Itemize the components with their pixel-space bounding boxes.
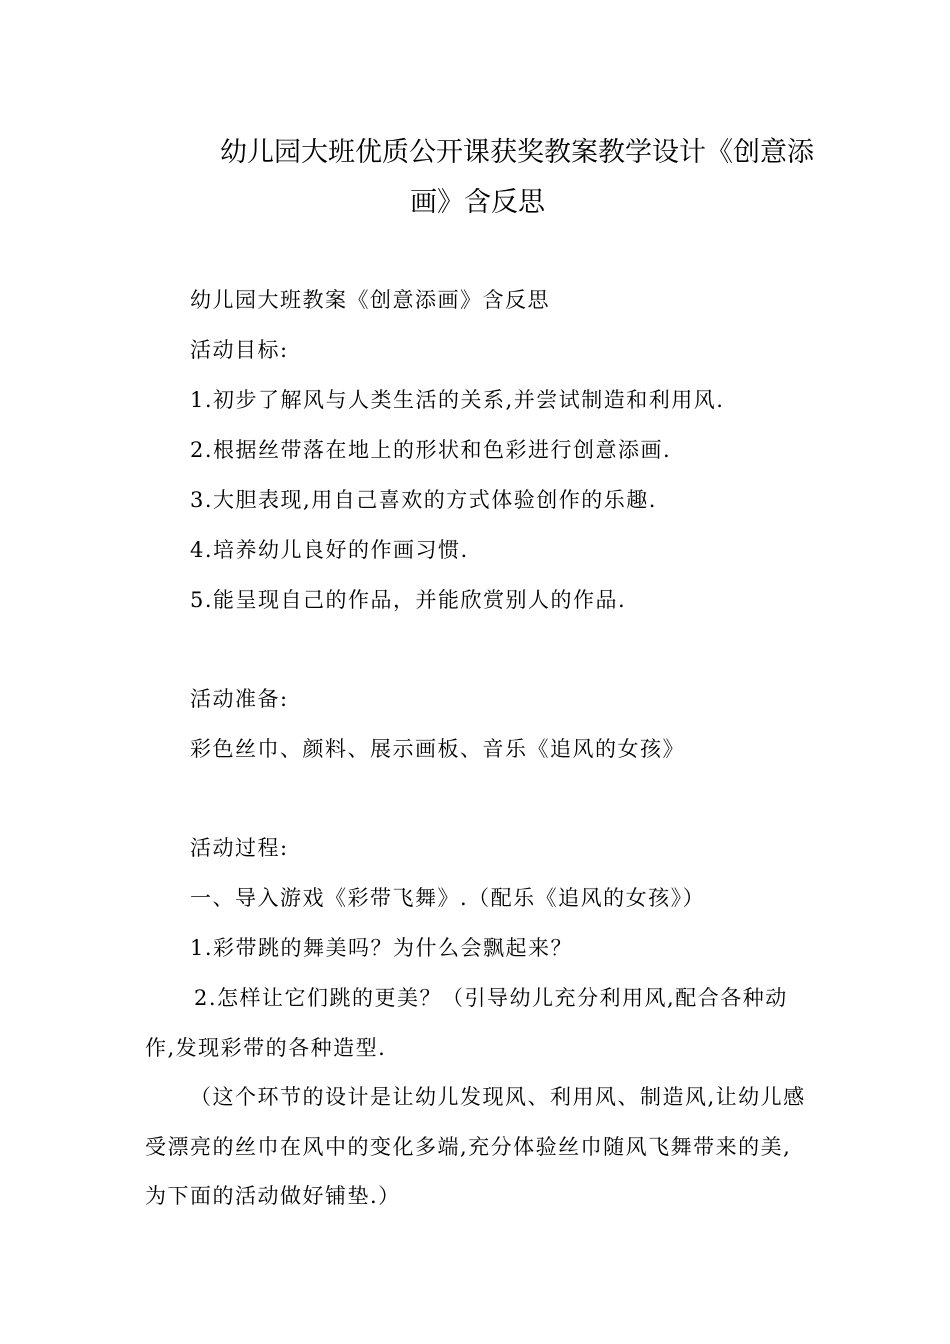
process-question-2-line-1: 2.怎样让它们跳的更美？（引导幼儿充分利用风,配合各种动 [194,986,788,1010]
goals-heading: 活动目标: [190,338,289,362]
process-heading: 活动过程: [190,836,289,860]
goal-item-1: 1.初步了解风与人类生活的关系,并尝试制造和利用风. [190,388,725,412]
process-note-line-3: 为下面的活动做好铺垫.） [145,1184,401,1208]
preparation-text: 彩色丝巾、颜料、展示画板、音乐《追风的女孩》 [190,737,685,761]
preparation-heading: 活动准备: [190,687,289,711]
process-note-line-2: 受漂亮的丝巾在风中的变化多端,充分体验丝巾随风飞舞带来的美, [145,1135,792,1159]
process-question-1: 1.彩带跳的舞美吗？为什么会飘起来？ [190,936,574,960]
goal-item-5: 5.能呈现自己的作品，并能欣赏别人的作品. [190,588,627,612]
process-section-1: 一、导入游戏《彩带飞舞》.（配乐《追风的女孩》） [190,886,706,910]
process-question-2-line-2: 作,发现彩带的各种造型. [145,1036,387,1060]
goal-item-3: 3.大胆表现,用自己喜欢的方式体验创作的乐趣. [190,488,657,512]
goal-item-4: 4.培养幼儿良好的作画习惯. [190,538,469,562]
subtitle: 幼儿园大班教案《创意添画》含反思 [190,288,550,312]
document-title-line-1: 幼儿园大班优质公开课获奖教案教学设计《创意添 [220,137,814,168]
document-title-line-2: 画》含反思 [410,187,545,218]
goal-item-2: 2.根据丝带落在地上的形状和色彩进行创意添画. [190,438,672,462]
process-note-line-1: （这个环节的设计是让幼儿发现风、利用风、制造风,让幼儿感 [190,1085,806,1109]
